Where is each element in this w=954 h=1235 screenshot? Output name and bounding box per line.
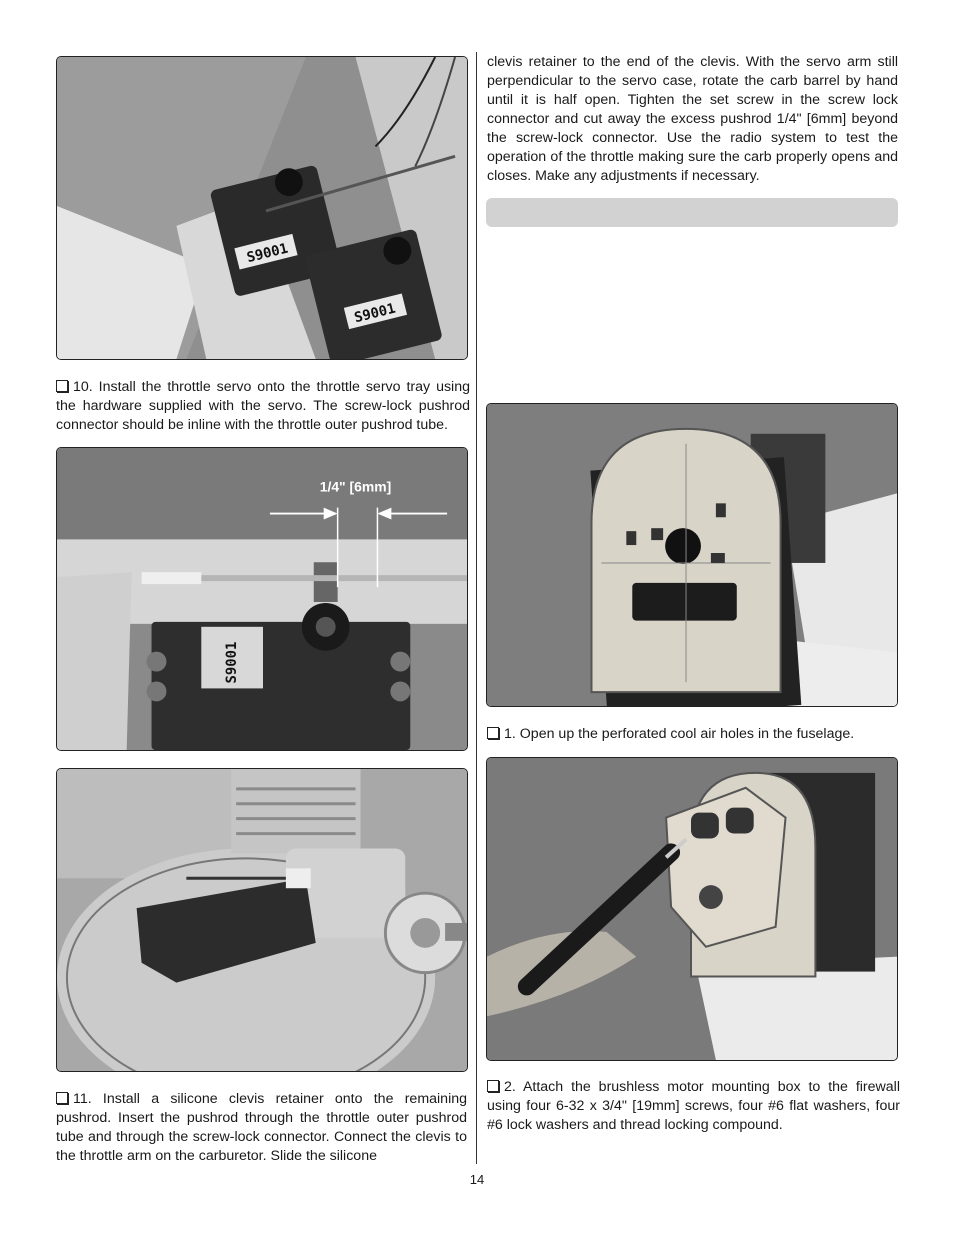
photo-pushrod-measurement xyxy=(56,447,468,751)
servo-label-3: S9001 xyxy=(224,641,241,684)
step-2-text: 2. Attach the brushless motor mounting box to the firewall using four 6-32 x 3/4" [19mm] screws, four #6 flat washers, four #6 lock washers and thread locking compound. xyxy=(487,1079,900,1133)
step-1 xyxy=(487,725,898,744)
servo-label-2: S9001 xyxy=(352,300,398,327)
step-11-text: 11. Install a silicone clevis retainer onto the remaining pushrod. Insert the pushrod through the throttle outer pushrod tube and through the screw-lock connector. Connect the clevis to the throttle arm on the carburetor. Slide the silicone xyxy=(56,1091,467,1164)
step-10-text: 10. Install the throttle servo onto the throttle servo tray using the hardware supplied with the servo. The screw-lock pushrod connector should be inline with the throttle outer pushrod tube. xyxy=(56,379,470,433)
photo-firewall xyxy=(486,403,898,707)
photo-servo-installed xyxy=(56,56,468,360)
photo-carburetor-linkage xyxy=(56,768,468,1072)
servo-label-1: S9001 xyxy=(245,240,290,267)
checkbox-icon[interactable] xyxy=(487,727,499,739)
page-number: 14 xyxy=(469,1172,485,1187)
photo-motor-box xyxy=(486,757,898,1061)
checkbox-icon[interactable] xyxy=(56,380,68,392)
checkbox-icon[interactable] xyxy=(56,1092,68,1104)
section-header-bar xyxy=(486,198,898,227)
step-1-text: 1. Open up the perforated cool air holes in the fuselage. xyxy=(504,726,855,742)
column-divider xyxy=(476,52,477,1164)
measurement-label: 1/4" [6mm] xyxy=(319,478,392,495)
step-11-continued: clevis retainer to the end of the clevis. With the servo arm still perpendicular to the servo case, rotate the carb barrel by hand until it is half open. Tighten the set screw in the screw lock connector and cut away the excess pushrod 1/4" [6mm] beyond the screw-lock connector. Use the radio system to test the operation of the throttle making sure the carb properly opens and closes. Make any adjustments if necessary. xyxy=(487,54,898,184)
step-2 xyxy=(487,1078,900,1135)
checkbox-icon[interactable] xyxy=(487,1080,499,1092)
step-10 xyxy=(56,378,470,435)
step-11 xyxy=(56,1090,467,1166)
